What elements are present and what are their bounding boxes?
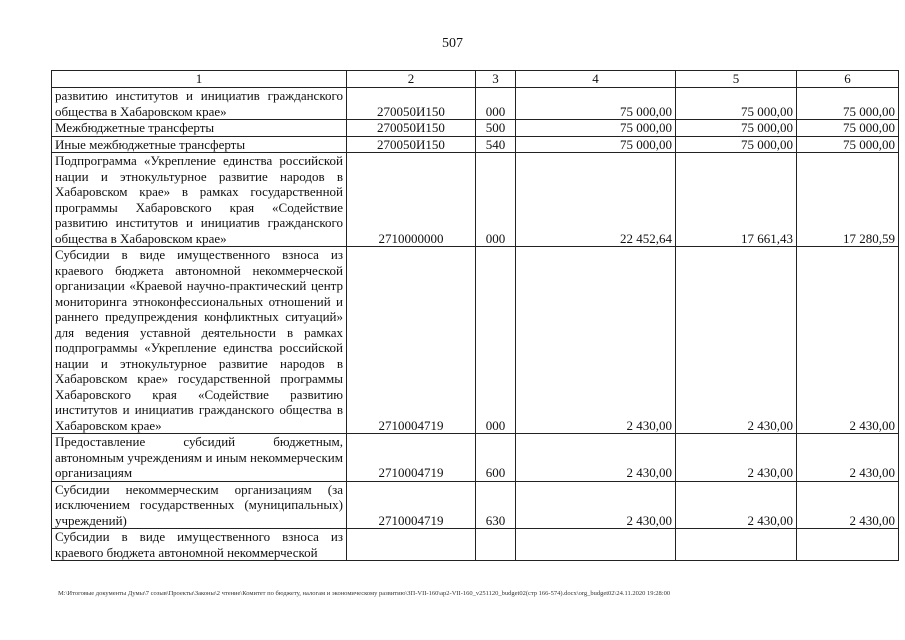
header-col-2: 2: [347, 71, 476, 88]
row-value-1: 2 430,00: [516, 247, 676, 434]
row-type: 000: [476, 247, 516, 434]
table-row: [52, 481, 899, 529]
row-value-1: 2 430,00: [516, 434, 676, 482]
budget-table: [51, 70, 899, 561]
table-row: [52, 247, 899, 434]
table-row: [52, 88, 899, 120]
row-value-3: 2 430,00: [797, 247, 899, 434]
row-type: 540: [476, 136, 516, 153]
row-value-2: [676, 529, 797, 561]
row-value-2: 17 661,43: [676, 153, 797, 247]
row-code: 270050И150: [347, 136, 476, 153]
row-name: Иные межбюджетные трансферты: [52, 136, 347, 153]
row-value-1: 22 452,64: [516, 153, 676, 247]
table-row: [52, 434, 899, 482]
row-name: Предоставление субсидий бюджетным, автономным учреждениям и иным некоммерческим организациям: [52, 434, 347, 482]
table-row: [52, 153, 899, 247]
table-row: [52, 136, 899, 153]
row-code: 2710004719: [347, 247, 476, 434]
table-header-row: [52, 71, 899, 88]
row-type: 000: [476, 153, 516, 247]
row-value-2: 2 430,00: [676, 247, 797, 434]
row-value-3: 2 430,00: [797, 481, 899, 529]
row-type: 600: [476, 434, 516, 482]
row-value-1: 75 000,00: [516, 136, 676, 153]
row-code: 270050И150: [347, 120, 476, 137]
document-footer-path: M:\Итоговые документы Думы\7 созыв\Проекты\Законы\2 чтение\Комитет по бюджету, налогам и экономическому развитию\ЗП-VII-160\ap2-VII-160_v251120_budget02(стр 166-574).docx\org_budget02\24.11.2020 19:28:00: [58, 590, 671, 597]
row-name: Субсидии некоммерческим организациям (за исключением государственных (муниципальных) учреждений): [52, 481, 347, 529]
header-col-4: 4: [516, 71, 676, 88]
row-name: Субсидии в виде имущественного взноса из краевого бюджета автономной некоммерческой организации «Краевой научно-практический центр мониторинга этноконфессиональных отношений и раннего предупреждения конфликтных ситуаций» для ведения уставной деятельности в рамках подпрограммы «Укрепление единства российской нации и этнокультурное развитие народов в Хабаровском крае» государственной программы Хабаровского края «Содействие развитию институтов и инициатив гражданского общества в Хабаровском крае»: [52, 247, 347, 434]
header-col-3: 3: [476, 71, 516, 88]
row-value-3: 75 000,00: [797, 120, 899, 137]
row-value-1: 2 430,00: [516, 481, 676, 529]
row-type: 500: [476, 120, 516, 137]
row-value-1: 75 000,00: [516, 88, 676, 120]
row-value-3: 75 000,00: [797, 88, 899, 120]
row-value-2: 2 430,00: [676, 481, 797, 529]
row-value-1: 75 000,00: [516, 120, 676, 137]
row-code: 270050И150: [347, 88, 476, 120]
row-value-2: 75 000,00: [676, 88, 797, 120]
row-type: 000: [476, 88, 516, 120]
row-value-2: 75 000,00: [676, 136, 797, 153]
header-col-1: 1: [52, 71, 347, 88]
row-code: [347, 529, 476, 561]
row-value-2: 75 000,00: [676, 120, 797, 137]
table-row: [52, 529, 899, 561]
row-code: 2710004719: [347, 481, 476, 529]
row-value-2: 2 430,00: [676, 434, 797, 482]
row-value-3: 2 430,00: [797, 434, 899, 482]
header-col-6: 6: [797, 71, 899, 88]
row-value-3: 17 280,59: [797, 153, 899, 247]
row-code: 2710004719: [347, 434, 476, 482]
row-value-3: [797, 529, 899, 561]
row-code: 2710000000: [347, 153, 476, 247]
row-type: 630: [476, 481, 516, 529]
row-name: Субсидии в виде имущественного взноса из краевого бюджета автономной некоммерческой: [52, 529, 347, 561]
page-number: 507: [442, 36, 463, 51]
row-name: Подпрограмма «Укрепление единства российской нации и этнокультурное развитие народов в Хабаровском крае» в рамках государственной программы Хабаровского края «Содействие развитию институтов и инициатив гражданского общества в Хабаровском крае»: [52, 153, 347, 247]
row-value-3: 75 000,00: [797, 136, 899, 153]
table-row: [52, 120, 899, 137]
row-name: развитию институтов и инициатив гражданского общества в Хабаровском крае»: [52, 88, 347, 120]
row-name: Межбюджетные трансферты: [52, 120, 347, 137]
header-col-5: 5: [676, 71, 797, 88]
row-type: [476, 529, 516, 561]
row-value-1: [516, 529, 676, 561]
